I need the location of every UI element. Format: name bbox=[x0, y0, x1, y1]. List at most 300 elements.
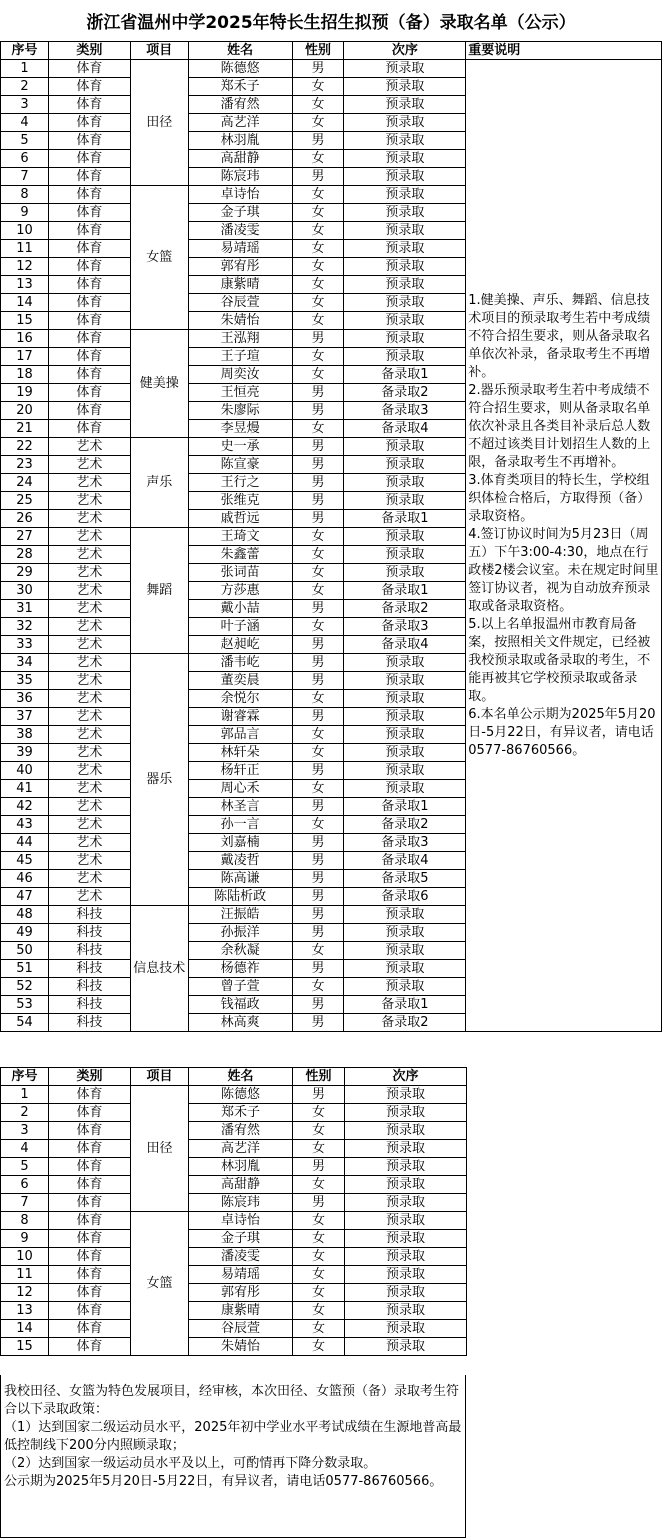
cell-order: 预录取 bbox=[344, 204, 466, 222]
cell-seq: 22 bbox=[1, 438, 49, 456]
cell-gender: 男 bbox=[292, 834, 344, 852]
cell-name: 郑禾子 bbox=[188, 78, 292, 96]
cell-category: 体育 bbox=[48, 384, 130, 402]
cell-order: 预录取 bbox=[344, 312, 466, 330]
cell-gender: 男 bbox=[292, 762, 344, 780]
cell-name: 王泓翔 bbox=[188, 330, 292, 348]
cell-gender: 女 bbox=[292, 348, 344, 366]
cell-order: 预录取 bbox=[345, 1320, 467, 1338]
cell-category: 艺术 bbox=[48, 600, 130, 618]
cell-gender: 女 bbox=[292, 816, 344, 834]
cell-order: 备录取3 bbox=[344, 834, 466, 852]
cell-order: 备录取2 bbox=[344, 1014, 466, 1032]
cell-name: 戚哲远 bbox=[188, 510, 292, 528]
cell-order: 备录取3 bbox=[344, 402, 466, 420]
cell-project: 田径 bbox=[131, 1086, 189, 1212]
cell-project: 器乐 bbox=[130, 654, 188, 906]
cell-gender: 男 bbox=[292, 456, 344, 474]
note-item: 5.以上名单报温州市教育局备案，按照相关文件规定，已经被我校预录取或备录取的考生，不能再被其它学校预录取或备录取。 bbox=[468, 617, 651, 704]
cell-project: 舞蹈 bbox=[130, 528, 188, 654]
cell-gender: 女 bbox=[293, 1320, 345, 1338]
cell-name: 王琦文 bbox=[188, 528, 292, 546]
cell-name: 康紫晴 bbox=[188, 276, 292, 294]
cell-gender: 女 bbox=[292, 564, 344, 582]
cell-category: 体育 bbox=[48, 168, 130, 186]
cell-gender: 男 bbox=[292, 672, 344, 690]
cell-gender: 男 bbox=[292, 870, 344, 888]
cell-order: 预录取 bbox=[344, 654, 466, 672]
cell-gender: 女 bbox=[292, 294, 344, 312]
cell-category: 艺术 bbox=[48, 888, 130, 906]
cell-name: 谢睿霖 bbox=[188, 708, 292, 726]
cell-project: 女篮 bbox=[131, 1212, 189, 1356]
cell-gender: 女 bbox=[292, 582, 344, 600]
cell-category: 艺术 bbox=[48, 492, 130, 510]
cell-gender: 男 bbox=[292, 168, 344, 186]
cell-order: 预录取 bbox=[344, 96, 466, 114]
cell-name: 高甜静 bbox=[188, 150, 292, 168]
cell-seq: 32 bbox=[1, 618, 49, 636]
cell-category: 体育 bbox=[49, 1122, 131, 1140]
cell-category: 科技 bbox=[48, 924, 130, 942]
cell-category: 科技 bbox=[48, 906, 130, 924]
cell-name: 易靖瑶 bbox=[188, 240, 292, 258]
cell-category: 体育 bbox=[49, 1158, 131, 1176]
cell-gender: 女 bbox=[292, 780, 344, 798]
cell-seq: 3 bbox=[1, 96, 49, 114]
cell-project: 女篮 bbox=[130, 186, 188, 330]
cell-order: 备录取1 bbox=[344, 798, 466, 816]
cell-gender: 女 bbox=[293, 1266, 345, 1284]
cell-seq: 49 bbox=[1, 924, 49, 942]
cell-category: 艺术 bbox=[48, 726, 130, 744]
cell-gender: 女 bbox=[292, 942, 344, 960]
cell-seq: 52 bbox=[1, 978, 49, 996]
cell-category: 体育 bbox=[49, 1212, 131, 1230]
cell-order: 预录取 bbox=[344, 564, 466, 582]
cell-seq: 46 bbox=[1, 870, 49, 888]
note-item: 6.本名单公示期为2025年5月20日-5月22日，有异议者，请电话0577-86760566。 bbox=[468, 707, 656, 758]
cell-category: 艺术 bbox=[48, 474, 130, 492]
cell-order: 预录取 bbox=[344, 672, 466, 690]
cell-name: 曾子萱 bbox=[188, 978, 292, 996]
cell-name: 谷辰萱 bbox=[188, 294, 292, 312]
cell-name: 孙振洋 bbox=[188, 924, 292, 942]
cell-seq: 24 bbox=[1, 474, 49, 492]
cell-category: 艺术 bbox=[48, 528, 130, 546]
footer-line: （1）达到国家二级运动员水平，2025年初中学业水平考试成绩在生源地普高最低控制线下200分内照顾录取； bbox=[4, 1420, 462, 1453]
cell-name: 孙一言 bbox=[188, 816, 292, 834]
cell-category: 艺术 bbox=[48, 744, 130, 762]
cell-category: 体育 bbox=[49, 1086, 131, 1104]
header-project: 项目 bbox=[131, 1068, 189, 1086]
table-row bbox=[1, 1104, 467, 1122]
cell-seq: 50 bbox=[1, 942, 49, 960]
cell-seq: 40 bbox=[1, 762, 49, 780]
cell-order: 备录取6 bbox=[344, 888, 466, 906]
cell-name: 卓诗怡 bbox=[189, 1212, 293, 1230]
table-row bbox=[1, 1158, 467, 1176]
cell-order: 备录取2 bbox=[344, 384, 466, 402]
cell-order: 预录取 bbox=[345, 1104, 467, 1122]
cell-order: 预录取 bbox=[344, 546, 466, 564]
cell-seq: 12 bbox=[1, 258, 49, 276]
cell-gender: 女 bbox=[293, 1104, 345, 1122]
cell-gender: 男 bbox=[292, 888, 344, 906]
cell-name: 余悦尔 bbox=[188, 690, 292, 708]
cell-category: 艺术 bbox=[48, 456, 130, 474]
cell-name: 高甜静 bbox=[189, 1176, 293, 1194]
policy-footer bbox=[0, 1375, 466, 1538]
cell-order: 预录取 bbox=[344, 240, 466, 258]
cell-order: 预录取 bbox=[345, 1212, 467, 1230]
header-order: 次序 bbox=[345, 1068, 467, 1086]
cell-seq: 13 bbox=[1, 276, 49, 294]
footer-line: （2）达到国家一级运动员水平及以上，可酌情再下降分数录取。 bbox=[4, 1456, 377, 1471]
cell-seq: 4 bbox=[1, 114, 49, 132]
cell-gender: 女 bbox=[292, 528, 344, 546]
table-row bbox=[1, 1302, 467, 1320]
cell-name: 潘宥然 bbox=[189, 1122, 293, 1140]
cell-category: 体育 bbox=[49, 1338, 131, 1356]
cell-category: 体育 bbox=[48, 96, 130, 114]
cell-order: 预录取 bbox=[345, 1158, 467, 1176]
header-notes: 重要说明 bbox=[466, 42, 662, 60]
cell-gender: 女 bbox=[293, 1176, 345, 1194]
cell-project: 健美操 bbox=[130, 330, 188, 438]
note-item: 3.体育类项目的特长生，学校组织体检合格后，方取得预（备）录取资格。 bbox=[468, 473, 651, 524]
table-row bbox=[1, 1266, 467, 1284]
cell-seq: 15 bbox=[1, 312, 49, 330]
cell-gender: 男 bbox=[292, 600, 344, 618]
cell-category: 体育 bbox=[49, 1140, 131, 1158]
cell-seq: 9 bbox=[1, 1230, 49, 1248]
cell-category: 体育 bbox=[49, 1284, 131, 1302]
cell-name: 戴凌哲 bbox=[188, 852, 292, 870]
cell-seq: 12 bbox=[1, 1284, 49, 1302]
cell-seq: 2 bbox=[1, 78, 49, 96]
cell-name: 周心禾 bbox=[188, 780, 292, 798]
cell-name: 郭宥彤 bbox=[189, 1284, 293, 1302]
cell-seq: 35 bbox=[1, 672, 49, 690]
cell-seq: 23 bbox=[1, 456, 49, 474]
cell-category: 体育 bbox=[48, 186, 130, 204]
footer-line: 我校田径、女篮为特色发展项目，经审核，本次田径、女篮预（备）录取考生符合以下录取政策： bbox=[4, 1384, 460, 1417]
cell-seq: 34 bbox=[1, 654, 49, 672]
cell-seq: 54 bbox=[1, 1014, 49, 1032]
cell-order: 备录取1 bbox=[344, 582, 466, 600]
cell-order: 预录取 bbox=[344, 960, 466, 978]
header-order: 次序 bbox=[344, 42, 466, 60]
cell-name: 郭品言 bbox=[188, 726, 292, 744]
cell-seq: 6 bbox=[1, 1176, 49, 1194]
cell-gender: 女 bbox=[292, 222, 344, 240]
header-category: 类别 bbox=[48, 42, 130, 60]
cell-gender: 男 bbox=[292, 474, 344, 492]
cell-project: 信息技术 bbox=[130, 906, 188, 1032]
cell-seq: 15 bbox=[1, 1338, 49, 1356]
cell-gender: 男 bbox=[292, 852, 344, 870]
cell-seq: 47 bbox=[1, 888, 49, 906]
table-row bbox=[1, 1284, 467, 1302]
cell-category: 体育 bbox=[48, 276, 130, 294]
cell-category: 体育 bbox=[48, 78, 130, 96]
cell-seq: 20 bbox=[1, 402, 49, 420]
cell-gender: 男 bbox=[292, 60, 344, 78]
cell-name: 王子瑄 bbox=[188, 348, 292, 366]
cell-category: 体育 bbox=[49, 1104, 131, 1122]
cell-seq: 7 bbox=[1, 168, 49, 186]
cell-seq: 43 bbox=[1, 816, 49, 834]
cell-order: 预录取 bbox=[344, 708, 466, 726]
cell-name: 杨轩正 bbox=[188, 762, 292, 780]
cell-name: 余秋凝 bbox=[188, 942, 292, 960]
cell-gender: 男 bbox=[292, 384, 344, 402]
cell-seq: 1 bbox=[1, 60, 49, 78]
cell-seq: 17 bbox=[1, 348, 49, 366]
cell-seq: 53 bbox=[1, 996, 49, 1014]
cell-gender: 女 bbox=[293, 1248, 345, 1266]
cell-seq: 10 bbox=[1, 222, 49, 240]
cell-category: 体育 bbox=[48, 330, 130, 348]
cell-name: 赵昶屹 bbox=[188, 636, 292, 654]
cell-seq: 4 bbox=[1, 1140, 49, 1158]
cell-category: 体育 bbox=[48, 150, 130, 168]
cell-name: 朱廖际 bbox=[188, 402, 292, 420]
cell-seq: 11 bbox=[1, 240, 49, 258]
cell-category: 科技 bbox=[48, 996, 130, 1014]
cell-seq: 19 bbox=[1, 384, 49, 402]
cell-order: 备录取5 bbox=[344, 870, 466, 888]
cell-name: 潘宥然 bbox=[188, 96, 292, 114]
cell-gender: 男 bbox=[292, 132, 344, 150]
cell-category: 艺术 bbox=[48, 636, 130, 654]
cell-order: 预录取 bbox=[345, 1266, 467, 1284]
cell-order: 备录取1 bbox=[344, 366, 466, 384]
cell-name: 林羽胤 bbox=[188, 132, 292, 150]
header-gender: 性别 bbox=[293, 1068, 345, 1086]
cell-name: 金子琪 bbox=[189, 1230, 293, 1248]
cell-order: 预录取 bbox=[344, 438, 466, 456]
cell-seq: 42 bbox=[1, 798, 49, 816]
cell-gender: 男 bbox=[292, 510, 344, 528]
cell-name: 陈高谦 bbox=[188, 870, 292, 888]
cell-category: 体育 bbox=[48, 60, 130, 78]
cell-category: 艺术 bbox=[48, 510, 130, 528]
cell-name: 陈宸玮 bbox=[188, 168, 292, 186]
cell-gender: 女 bbox=[292, 78, 344, 96]
cell-name: 杨德祚 bbox=[188, 960, 292, 978]
table-row bbox=[1, 1086, 467, 1104]
cell-category: 体育 bbox=[49, 1266, 131, 1284]
cell-name: 陈德悠 bbox=[188, 60, 292, 78]
cell-category: 科技 bbox=[48, 978, 130, 996]
cell-seq: 41 bbox=[1, 780, 49, 798]
cell-order: 预录取 bbox=[344, 348, 466, 366]
cell-order: 预录取 bbox=[344, 222, 466, 240]
cell-gender: 女 bbox=[292, 690, 344, 708]
cell-name: 汪振皓 bbox=[188, 906, 292, 924]
cell-order: 预录取 bbox=[345, 1230, 467, 1248]
cell-category: 体育 bbox=[48, 222, 130, 240]
header-gender: 性别 bbox=[292, 42, 344, 60]
cell-name: 林羽胤 bbox=[189, 1158, 293, 1176]
admission-table bbox=[0, 41, 662, 1032]
cell-gender: 男 bbox=[292, 402, 344, 420]
cell-name: 戴小喆 bbox=[188, 600, 292, 618]
cell-gender: 女 bbox=[292, 312, 344, 330]
cell-seq: 8 bbox=[1, 186, 49, 204]
table-row bbox=[1, 1140, 467, 1158]
cell-gender: 女 bbox=[292, 150, 344, 168]
cell-name: 朱鑫蕾 bbox=[188, 546, 292, 564]
table-row bbox=[1, 1320, 467, 1338]
cell-order: 预录取 bbox=[344, 330, 466, 348]
table-header-row bbox=[1, 42, 662, 60]
cell-category: 科技 bbox=[48, 960, 130, 978]
cell-name: 王恒亮 bbox=[188, 384, 292, 402]
cell-category: 体育 bbox=[49, 1302, 131, 1320]
cell-order: 备录取3 bbox=[344, 618, 466, 636]
cell-order: 备录取1 bbox=[344, 510, 466, 528]
cell-gender: 男 bbox=[292, 636, 344, 654]
cell-gender: 男 bbox=[292, 996, 344, 1014]
cell-order: 预录取 bbox=[345, 1302, 467, 1320]
cell-name: 林轩朵 bbox=[188, 744, 292, 762]
cell-seq: 3 bbox=[1, 1122, 49, 1140]
cell-gender: 女 bbox=[292, 258, 344, 276]
cell-category: 体育 bbox=[48, 204, 130, 222]
cell-seq: 45 bbox=[1, 852, 49, 870]
cell-order: 预录取 bbox=[344, 78, 466, 96]
cell-category: 艺术 bbox=[48, 690, 130, 708]
cell-order: 预录取 bbox=[344, 690, 466, 708]
cell-category: 体育 bbox=[48, 348, 130, 366]
cell-category: 艺术 bbox=[48, 870, 130, 888]
cell-gender: 女 bbox=[292, 744, 344, 762]
cell-gender: 男 bbox=[292, 1014, 344, 1032]
table-row bbox=[1, 1230, 467, 1248]
cell-category: 体育 bbox=[49, 1248, 131, 1266]
cell-seq: 14 bbox=[1, 294, 49, 312]
cell-seq: 8 bbox=[1, 1212, 49, 1230]
cell-seq: 13 bbox=[1, 1302, 49, 1320]
cell-project: 声乐 bbox=[130, 438, 188, 528]
cell-name: 卓诗怡 bbox=[188, 186, 292, 204]
cell-seq: 29 bbox=[1, 564, 49, 582]
cell-order: 预录取 bbox=[344, 744, 466, 762]
cell-gender: 女 bbox=[293, 1212, 345, 1230]
cell-name: 康紫晴 bbox=[189, 1302, 293, 1320]
cell-seq: 7 bbox=[1, 1194, 49, 1212]
cell-category: 体育 bbox=[48, 294, 130, 312]
cell-gender: 女 bbox=[292, 546, 344, 564]
cell-category: 体育 bbox=[48, 132, 130, 150]
cell-order: 预录取 bbox=[344, 132, 466, 150]
cell-gender: 女 bbox=[292, 276, 344, 294]
cell-seq: 9 bbox=[1, 204, 49, 222]
cell-category: 科技 bbox=[48, 1014, 130, 1032]
cell-name: 方莎惠 bbox=[188, 582, 292, 600]
cell-name: 周奕汝 bbox=[188, 366, 292, 384]
cell-category: 体育 bbox=[49, 1176, 131, 1194]
cell-order: 预录取 bbox=[344, 726, 466, 744]
cell-name: 刘嘉楠 bbox=[188, 834, 292, 852]
cell-order: 预录取 bbox=[345, 1194, 467, 1212]
cell-order: 预录取 bbox=[344, 114, 466, 132]
cell-order: 预录取 bbox=[344, 168, 466, 186]
table-row bbox=[1, 1248, 467, 1266]
cell-seq: 48 bbox=[1, 906, 49, 924]
cell-name: 潘韦屹 bbox=[188, 654, 292, 672]
note-item: 1.健美操、声乐、舞蹈、信息技术项目的预录取考生若中考成绩不符合招生要求，则从备录取名单依次补录，备录取考生不再增补。 bbox=[468, 293, 651, 380]
cell-order: 预录取 bbox=[344, 150, 466, 168]
cell-gender: 女 bbox=[293, 1140, 345, 1158]
cell-order: 预录取 bbox=[344, 294, 466, 312]
cell-name: 张维克 bbox=[188, 492, 292, 510]
sports-admission-table bbox=[0, 1067, 467, 1356]
cell-name: 王行之 bbox=[188, 474, 292, 492]
cell-order: 预录取 bbox=[344, 186, 466, 204]
footer-line: 公示期为2025年5月20日-5月22日，有异议者，请电话0577-86760566。 bbox=[4, 1474, 443, 1489]
cell-gender: 男 bbox=[292, 438, 344, 456]
cell-category: 艺术 bbox=[48, 816, 130, 834]
cell-name: 李昱熳 bbox=[188, 420, 292, 438]
cell-category: 艺术 bbox=[48, 762, 130, 780]
cell-order: 预录取 bbox=[344, 492, 466, 510]
cell-name: 林高爽 bbox=[188, 1014, 292, 1032]
cell-seq: 31 bbox=[1, 600, 49, 618]
cell-category: 艺术 bbox=[48, 546, 130, 564]
cell-seq: 5 bbox=[1, 132, 49, 150]
cell-name: 朱婧怡 bbox=[189, 1338, 293, 1356]
table-row bbox=[1, 1176, 467, 1194]
cell-gender: 女 bbox=[293, 1302, 345, 1320]
cell-category: 体育 bbox=[48, 420, 130, 438]
cell-name: 高艺洋 bbox=[189, 1140, 293, 1158]
cell-gender: 女 bbox=[292, 978, 344, 996]
cell-category: 艺术 bbox=[48, 654, 130, 672]
cell-seq: 51 bbox=[1, 960, 49, 978]
cell-category: 艺术 bbox=[48, 708, 130, 726]
cell-gender: 女 bbox=[292, 366, 344, 384]
cell-name: 潘凌雯 bbox=[189, 1248, 293, 1266]
cell-name: 叶子涵 bbox=[188, 618, 292, 636]
cell-order: 预录取 bbox=[345, 1176, 467, 1194]
cell-gender: 男 bbox=[292, 330, 344, 348]
cell-name: 潘凌雯 bbox=[188, 222, 292, 240]
cell-gender: 女 bbox=[293, 1122, 345, 1140]
table-row bbox=[1, 1338, 467, 1356]
cell-gender: 男 bbox=[292, 924, 344, 942]
cell-order: 预录取 bbox=[344, 978, 466, 996]
cell-gender: 男 bbox=[292, 708, 344, 726]
cell-order: 预录取 bbox=[344, 258, 466, 276]
cell-seq: 37 bbox=[1, 708, 49, 726]
cell-seq: 10 bbox=[1, 1248, 49, 1266]
cell-order: 预录取 bbox=[345, 1284, 467, 1302]
cell-order: 预录取 bbox=[344, 528, 466, 546]
cell-order: 预录取 bbox=[344, 762, 466, 780]
cell-gender: 女 bbox=[292, 240, 344, 258]
cell-seq: 36 bbox=[1, 690, 49, 708]
header-seq: 序号 bbox=[1, 1068, 49, 1086]
cell-seq: 6 bbox=[1, 150, 49, 168]
cell-gender: 女 bbox=[292, 204, 344, 222]
cell-gender: 女 bbox=[292, 726, 344, 744]
note-item: 4.签订协议时间为5月23日（周五）下午3:00-4:30，地点在行政楼2楼会议室。未在规定时间里签订协议者，视为自动放弃预录取或备录取资格。 bbox=[468, 527, 659, 614]
cell-category: 体育 bbox=[48, 114, 130, 132]
